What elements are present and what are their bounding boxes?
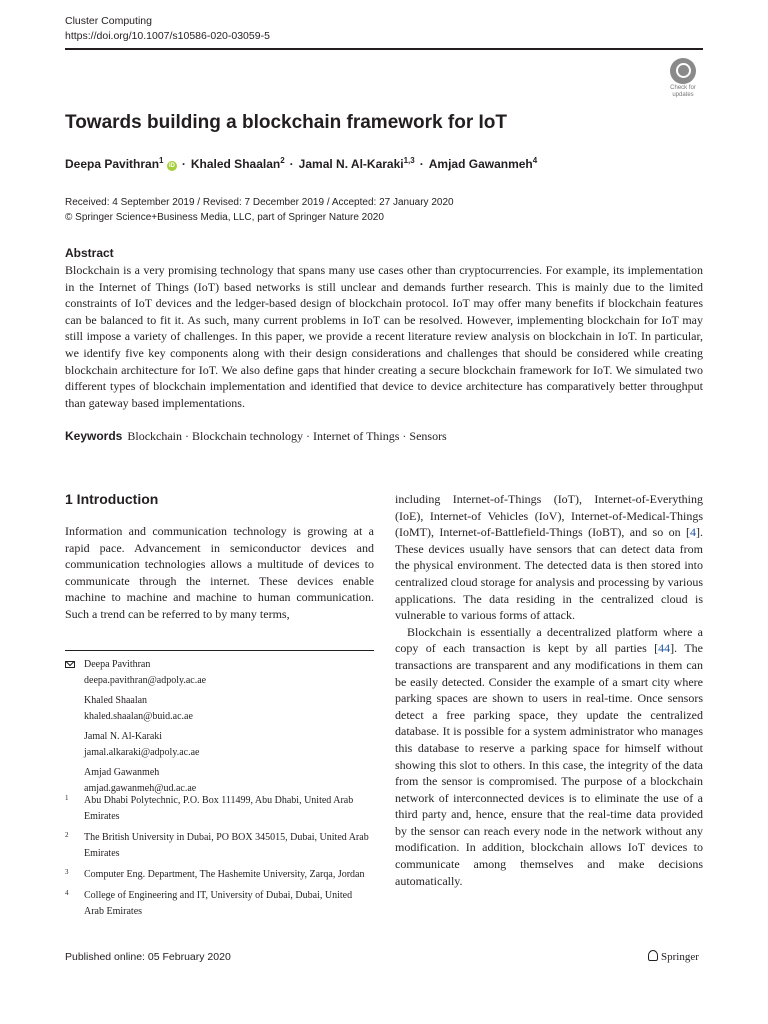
author-affil-sup: 2 [280,156,285,165]
intro-paragraph-left: Information and communication technology is growing at a rapid pace. Advancement in semiconductor devices and communication technologies allows a multitude of devices to communicate through the internet. These devices enable machine to machine and machine to human communication. Such a trend can be referred to by many terms, [65,524,374,621]
affiliations [65,793,374,925]
citation-link[interactable]: 44 [658,641,671,656]
springer-logo [648,950,699,963]
separator-dot: · [181,157,186,171]
affiliation-entry [65,830,374,862]
affiliation-entry [65,867,374,883]
affiliation-entry [65,793,374,825]
abstract-heading: Abstract [65,246,114,260]
affiliation-entry [65,888,374,920]
author-affil-sup: 4 [532,156,538,165]
affiliation-text: Computer Eng. Department, The Hashemite University, Zarqa, Jordan [84,869,365,880]
springer-horse-icon [648,950,658,961]
affiliation-number: 2 [65,831,69,839]
check-updates-icon [670,58,696,84]
published-online: Published online: 05 February 2020 [65,951,231,963]
check-for-updates-badge[interactable] [661,56,705,102]
intro-paragraph [395,624,703,890]
contact-name: Deepa Pavithran [84,659,151,670]
intro-paragraph [395,491,703,624]
contact-entry [65,657,374,689]
author-contacts [65,657,374,801]
affiliation-number: 3 [65,868,69,876]
author-name[interactable]: Deepa Pavithran [65,157,160,171]
journal-header [65,14,270,44]
author-name[interactable]: Khaled Shaalan [190,157,281,171]
keywords-list: Blockchain · Blockchain technology · Internet of Things · Sensors [127,429,447,443]
keywords [65,429,447,444]
contact-name: Khaled Shaalan [84,695,148,706]
check-updates-line2: updates [672,92,694,98]
affiliation-number: 4 [65,889,69,897]
doi-link[interactable]: https://doi.org/10.1007/s10586-020-03059-5 [65,30,270,42]
journal-name: Cluster Computing [65,15,152,27]
contact-entry [65,693,374,725]
envelope-icon [65,661,75,668]
affiliation-text: The British University in Dubai, PO BOX 345015, Dubai, United Arab Emirates [84,832,369,859]
citation-link[interactable]: 4 [690,525,696,540]
contact-email[interactable]: deepa.pavithran@adpoly.ac.ae [84,675,207,686]
paragraph-text: ]. The transactions are transparent and any modifications in them can be easily detected. Consider the example of a smart city where parking spaces are shown to users in real-time. Once sensors detect a free parking space, they update the centralized database. It is possible for a system administrator who manages this database to reserve a parking space for himself without showing this slot to others. In this case, the integrity of the data from the sensor is compromised. The purpose of a blockchain network of interconnected devices is to eliminate the use of a third party and, hence, ensure that the real-time data provided by the sensor can reach every node in the network without any modification. In addition, blockchain allows IoT devices to communicate among themselves and make decisions automatically. [395,641,704,888]
publisher-name: Springer [661,951,699,963]
author-affil-sup: 1,3 [403,156,415,165]
affiliation-number: 1 [65,794,69,802]
contact-entry [65,729,374,761]
keywords-heading: Keywords [65,429,123,443]
affiliation-text: College of Engineering and IT, University of Dubai, Dubai, United Arab Emirates [84,890,353,917]
contact-email[interactable]: khaled.shaalan@buid.ac.ae [84,711,193,722]
abstract-text: Blockchain is a very promising technology that spans many use cases other than cryptocurrencies. For example, its implementation in the Internet of Things (IoT) based networks is still unclear and demands further research. This is mainly due to the limited constraints of IoT devices and the ledger-based design of blockchain protocol. IoT may offer many benefits if blockchain features can be balanced to fit it. As such, many current problems in IoT can be resolved. However, implementing blockchain for IoT may still impose a variety of challenges. In this paper, we provide a recent literature review analysis on blockchain in IoT. In particular, we identify five key components along with their design considerations and challenges that should be considered while creating blockchain architecture for IoT. We also define gaps that hinder creating a secure blockchain framework for IoT. We simulated two different types of blockchain implementation and identified that device to device architecture has comparatively better throughput than gateway based implementations. [65,263,703,410]
copyright-line: © Springer Science+Business Media, LLC, part of Springer Nature 2020 [65,212,384,223]
footnote-rule [65,650,374,651]
check-updates-line1: Check for [670,85,696,91]
dates-line: Received: 4 September 2019 / Revised: 7 December 2019 / Accepted: 27 January 2020 [65,197,454,208]
author-name[interactable]: Amjad Gawanmeh [428,157,533,171]
contact-email[interactable]: jamal.alkaraki@adpoly.ac.ae [84,747,200,758]
section-heading-introduction: 1 Introduction [65,491,159,507]
orcid-icon[interactable]: iD [168,163,175,169]
publication-dates [65,195,454,225]
affiliation-text: Abu Dhabi Polytechnic, P.O. Box 111499, Abu Dhabi, United Arab Emirates [84,795,354,822]
header-rule [65,48,703,50]
author-list [65,156,537,171]
paragraph-text: ]. These devices usually have sensors that can detect data from the physical environment. The detected data is then stored into centralized cloud storage for analysis and processing by various applications. The data residing in the centralized cloud is vulnerable to various forms of attack. [395,525,703,623]
paragraph-text: including Internet-of-Things (IoT), Internet-of-Everything (IoE), Internet-of Vehicles (IoV), Internet-of-Medical-Things (IoMT), Internet-of-Battlefield-Things (IoBT), and so on [ [395,492,703,540]
intro-column-right [395,491,703,889]
separator-dot: · [419,157,424,171]
paragraph-text: Blockchain is essentially a decentralized platform where a copy of each transaction is kept by all parties [ [395,624,703,656]
contact-email[interactable]: amjad.gawanmeh@ud.ac.ae [84,783,197,794]
contact-name: Amjad Gawanmeh [84,767,160,778]
separator-dot: · [289,157,294,171]
author-affil-sup: 1 [159,156,164,165]
author-name[interactable]: Jamal N. Al-Karaki [298,157,404,171]
contact-name: Jamal N. Al-Karaki [84,731,163,742]
paper-title: Towards building a blockchain framework for IoT [65,112,507,133]
